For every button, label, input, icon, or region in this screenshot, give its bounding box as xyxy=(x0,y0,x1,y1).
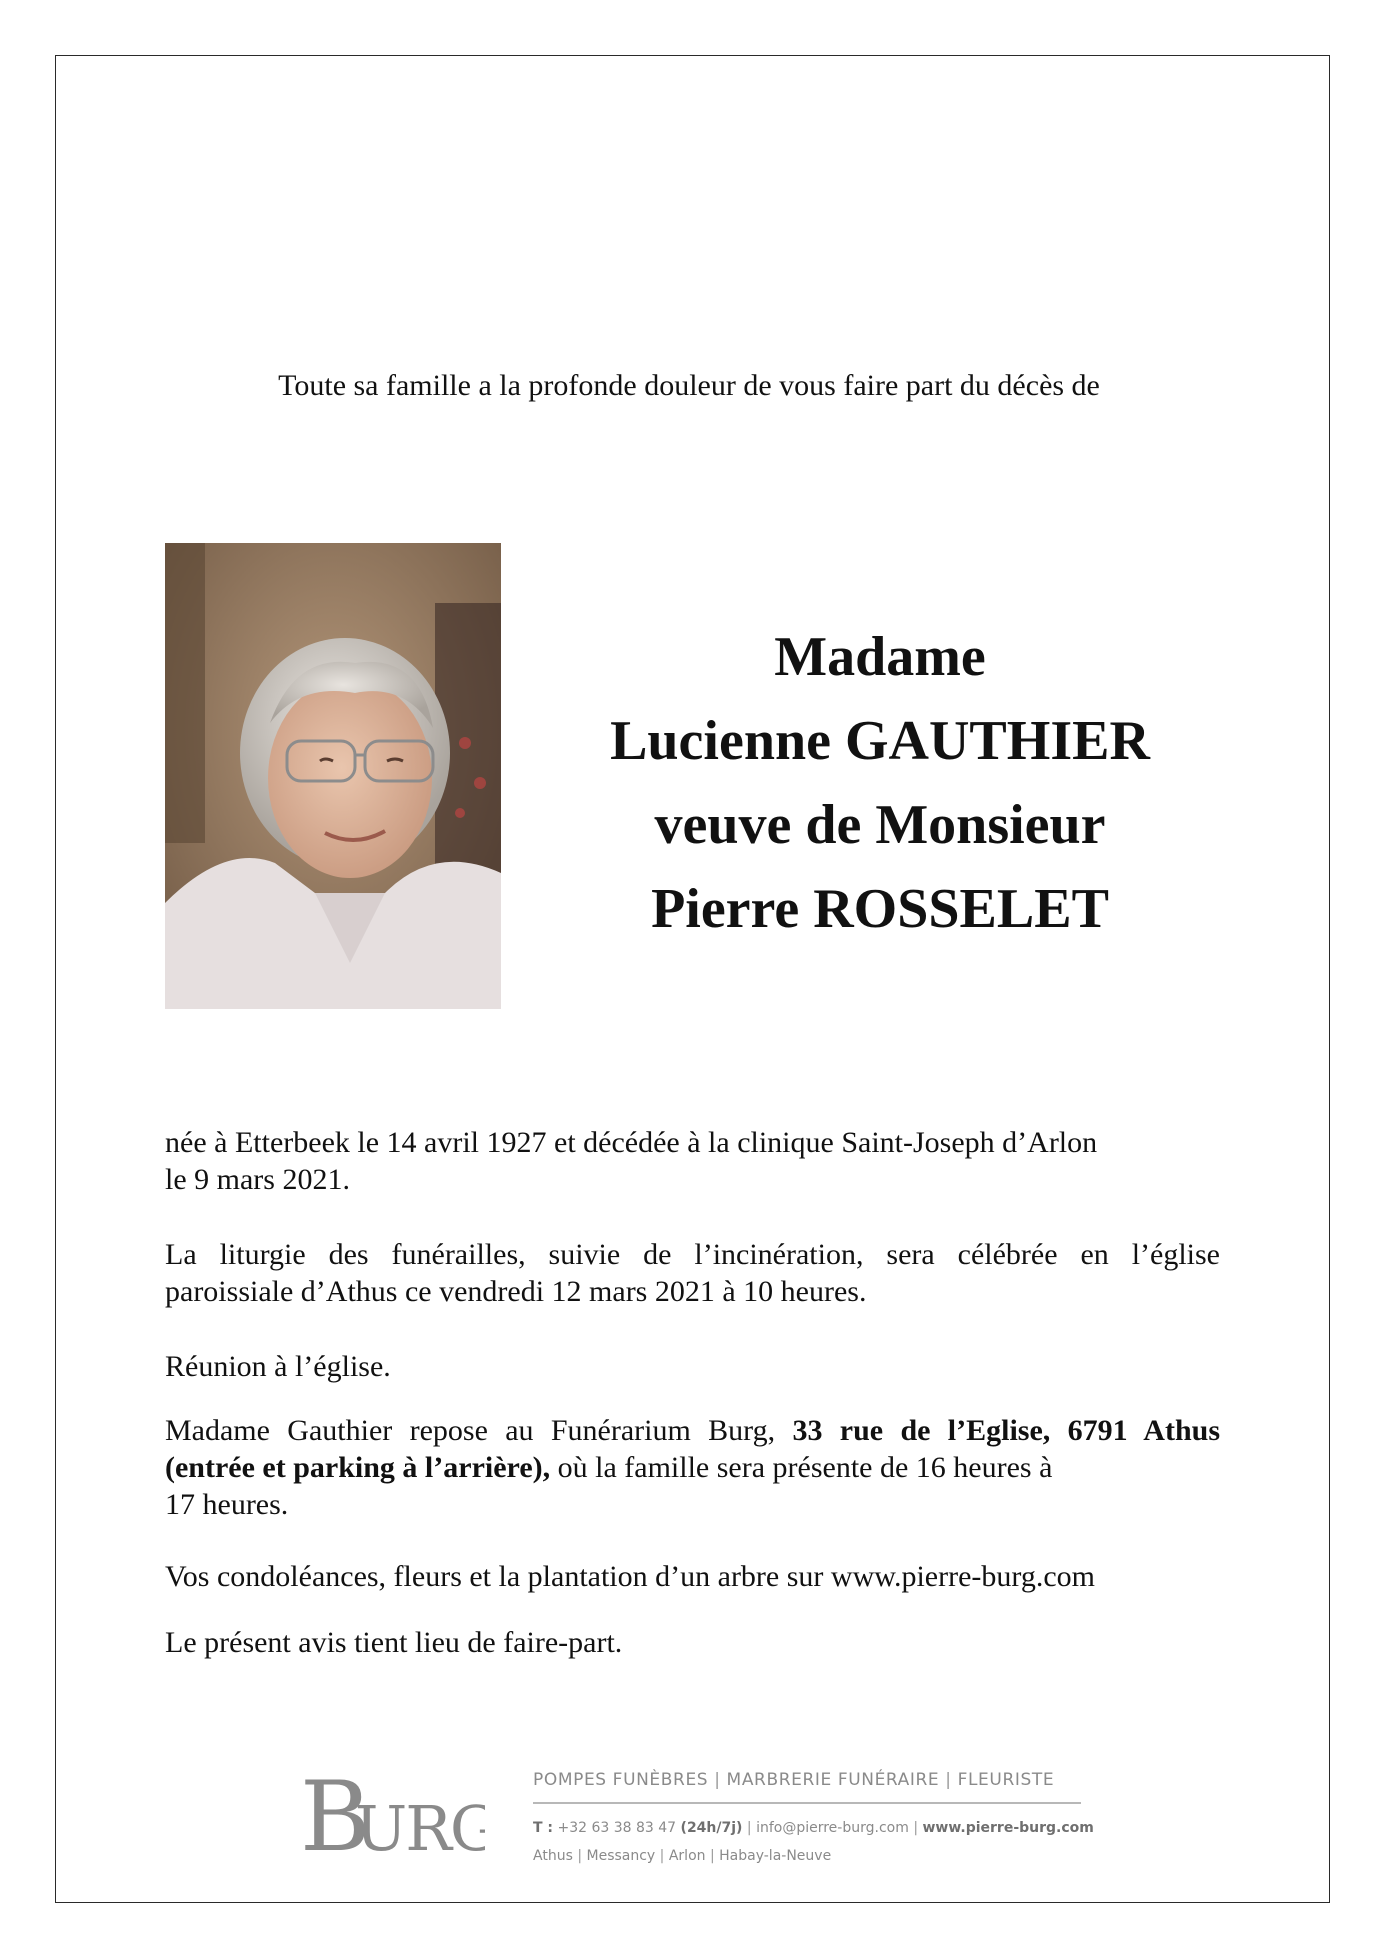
burg-logo xyxy=(300,1770,485,1860)
widow-of: veuve de Monsieur xyxy=(654,794,1106,856)
website-link[interactable]: www.pierre-burg.com xyxy=(922,1819,1094,1836)
liturgy-line-2: paroissiale d’Athus ce vendredi 12 mars 2021 à 10 heures. xyxy=(165,1275,867,1308)
notice-paragraph xyxy=(165,1624,1220,1661)
deceased-name: Lucienne GAUTHIER xyxy=(610,710,1150,772)
repose-presence: où la famille sera présente de 16 heures à xyxy=(557,1451,1053,1484)
service-funeral: POMPES FUNÈBRES xyxy=(533,1770,709,1790)
birth-line-1: née à Etterbeek le 14 avril 1927 et décédée à la clinique Saint-Joseph d’Arlon xyxy=(165,1126,1098,1159)
separator: | xyxy=(913,1819,919,1836)
town-arlon: Arlon xyxy=(668,1847,706,1864)
separator: | xyxy=(945,1770,952,1790)
svg-text:B: B xyxy=(300,1770,371,1860)
repose-line-2 xyxy=(165,1449,1220,1486)
service-florist: FLEURISTE xyxy=(957,1770,1055,1790)
reunion-line: Réunion à l’église. xyxy=(165,1350,391,1383)
condolences-line: Vos condoléances, fleurs et la plantation d’un arbre sur www.pierre-burg.com xyxy=(165,1560,1095,1593)
phone-label: T : xyxy=(533,1819,554,1836)
separator: | xyxy=(577,1847,583,1864)
birth-line-2: le 9 mars 2021. xyxy=(165,1163,350,1196)
reunion-paragraph xyxy=(165,1348,1220,1385)
repose-paragraph xyxy=(165,1412,1220,1523)
email-link[interactable]: info@pierre-burg.com xyxy=(756,1819,909,1836)
town-athus: Athus xyxy=(533,1847,573,1864)
title-madame: Madame xyxy=(774,626,986,688)
liturgy-line-1: La liturgie des funérailles, suivie de l’incinération, sera célébrée en l’église xyxy=(165,1238,1220,1271)
liturgy-paragraph xyxy=(165,1236,1220,1310)
separator: | xyxy=(659,1847,665,1864)
birth-death-paragraph xyxy=(165,1124,1220,1198)
repose-line-1 xyxy=(165,1412,1220,1449)
footer-info xyxy=(533,1768,1094,1866)
repose-line-3: 17 heures. xyxy=(165,1488,289,1521)
spouse-name: Pierre ROSSELET xyxy=(651,878,1109,940)
service-masonry: MARBRERIE FUNÉRAIRE xyxy=(726,1770,940,1790)
footer-services xyxy=(533,1768,1081,1792)
footer-towns xyxy=(533,1846,1081,1866)
town-habay: Habay-la-Neuve xyxy=(719,1847,832,1864)
separator: | xyxy=(746,1819,752,1836)
footer-divider xyxy=(533,1802,1081,1804)
footer-contact xyxy=(533,1818,1094,1838)
repose-parking: (entrée et parking à l’arrière), xyxy=(165,1451,551,1484)
deceased-name-block xyxy=(540,615,1220,951)
separator: | xyxy=(709,1847,715,1864)
separator: | xyxy=(714,1770,721,1790)
svg-text:URG: URG xyxy=(355,1792,485,1860)
repose-address: 33 rue de l’Eglise, 6791 Athus xyxy=(792,1414,1220,1447)
phone-hours: (24h/7j) xyxy=(680,1819,743,1836)
notice-line: Le présent avis tient lieu de faire-part. xyxy=(165,1626,623,1659)
condolences-paragraph xyxy=(165,1558,1220,1595)
repose-lead: Madame Gauthier repose au Funérarium Burg, xyxy=(165,1414,776,1447)
town-messancy: Messancy xyxy=(586,1847,656,1864)
phone-number[interactable]: +32 63 38 83 47 xyxy=(557,1819,677,1836)
portrait-photo xyxy=(165,543,501,1009)
intro-text: Toute sa famille a la profonde douleur de vous faire part du décès de xyxy=(278,369,1100,402)
